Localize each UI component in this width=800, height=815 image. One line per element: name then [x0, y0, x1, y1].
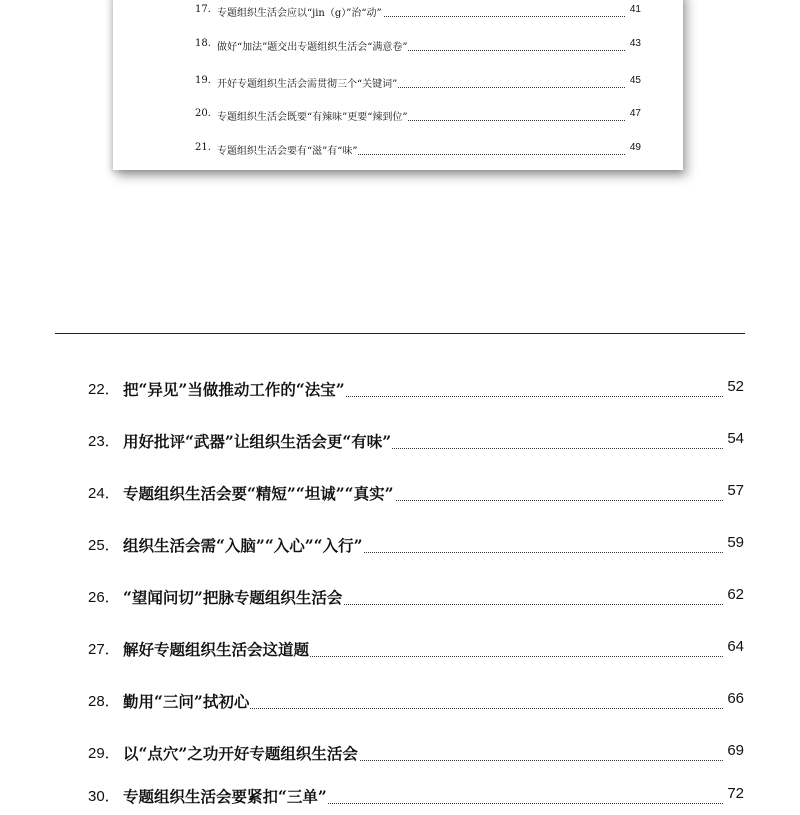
entry-number: 23．	[88, 433, 120, 450]
toc-entry[interactable]	[0, 534, 800, 564]
entry-number: 21.	[195, 142, 211, 153]
entry-page: 69	[727, 742, 744, 759]
entry-title: 开好专题组织生活会需贯彻三个“关键词”	[217, 75, 398, 90]
entry-title: 用好批评“武器”让组织生活会更“有味”	[123, 432, 392, 451]
entry-number: 18.	[195, 38, 211, 49]
entry-title: 解好专题组织生活会这道题	[123, 640, 310, 659]
entry-page: 54	[727, 430, 744, 447]
entry-page: 41	[629, 4, 641, 15]
entry-number: 24．	[88, 485, 120, 502]
page-preview-card	[113, 0, 683, 170]
toc-entry[interactable]	[0, 638, 800, 668]
entry-number: 30．	[88, 788, 120, 805]
toc-entry[interactable]	[0, 430, 800, 460]
entry-page: 72	[727, 785, 744, 802]
entry-page: 66	[727, 690, 744, 707]
entry-number: 27．	[88, 641, 120, 658]
entry-number: 28．	[88, 693, 120, 710]
toc-entry[interactable]	[0, 785, 800, 815]
entry-title: 专题组织生活会要有“滋”有“味”	[217, 142, 358, 157]
entry-page: 45	[629, 75, 641, 86]
entry-page: 47	[629, 108, 641, 119]
toc-entry[interactable]	[113, 75, 683, 95]
toc-entry[interactable]	[113, 142, 683, 162]
entry-number: 29．	[88, 745, 120, 762]
toc-entry[interactable]	[113, 108, 683, 128]
toc-entry[interactable]	[0, 690, 800, 720]
entry-title: 以“点穴”之功开好专题组织生活会	[123, 744, 358, 763]
entry-number: 26．	[88, 589, 120, 606]
entry-page: 52	[727, 378, 744, 395]
entry-title: 专题组织生活会要“精短”“坦诚”“真实”	[123, 484, 394, 503]
entry-number: 20.	[195, 108, 211, 119]
entry-title: 组织生活会需“入脑”“入心”“入行”	[123, 536, 363, 555]
toc-entry[interactable]	[0, 482, 800, 512]
entry-page: 62	[727, 586, 744, 603]
toc-entry[interactable]	[113, 38, 683, 58]
entry-title: 勤用“三问”拭初心	[123, 692, 250, 711]
entry-title: 专题组织生活会既要“有辣味”更要“辣到位”	[217, 108, 408, 123]
toc-entry[interactable]	[0, 742, 800, 772]
toc-entry[interactable]	[0, 586, 800, 616]
entry-title: “望闻问切”把脉专题组织生活会	[123, 588, 343, 607]
toc-entry[interactable]	[0, 378, 800, 408]
toc-entry[interactable]	[113, 4, 683, 24]
entry-number: 22．	[88, 381, 120, 398]
entry-page: 49	[629, 142, 641, 153]
entry-page: 43	[629, 38, 641, 49]
entry-page: 57	[727, 482, 744, 499]
entry-title: 专题组织生活会应以“jin（g）”治“动”	[217, 4, 383, 19]
entry-number: 17.	[195, 4, 211, 15]
entry-page: 64	[727, 638, 744, 655]
entry-page: 59	[727, 534, 744, 551]
entry-title: 把“异见”当做推动工作的“法宝”	[123, 380, 345, 399]
entry-number: 19.	[195, 75, 211, 86]
entry-title: 做好“加法”题交出专题组织生活会“满意卷”	[217, 38, 408, 53]
entry-title: 专题组织生活会要紧扣“三单”	[123, 787, 327, 806]
entry-number: 25．	[88, 537, 120, 554]
page-divider	[55, 333, 745, 334]
